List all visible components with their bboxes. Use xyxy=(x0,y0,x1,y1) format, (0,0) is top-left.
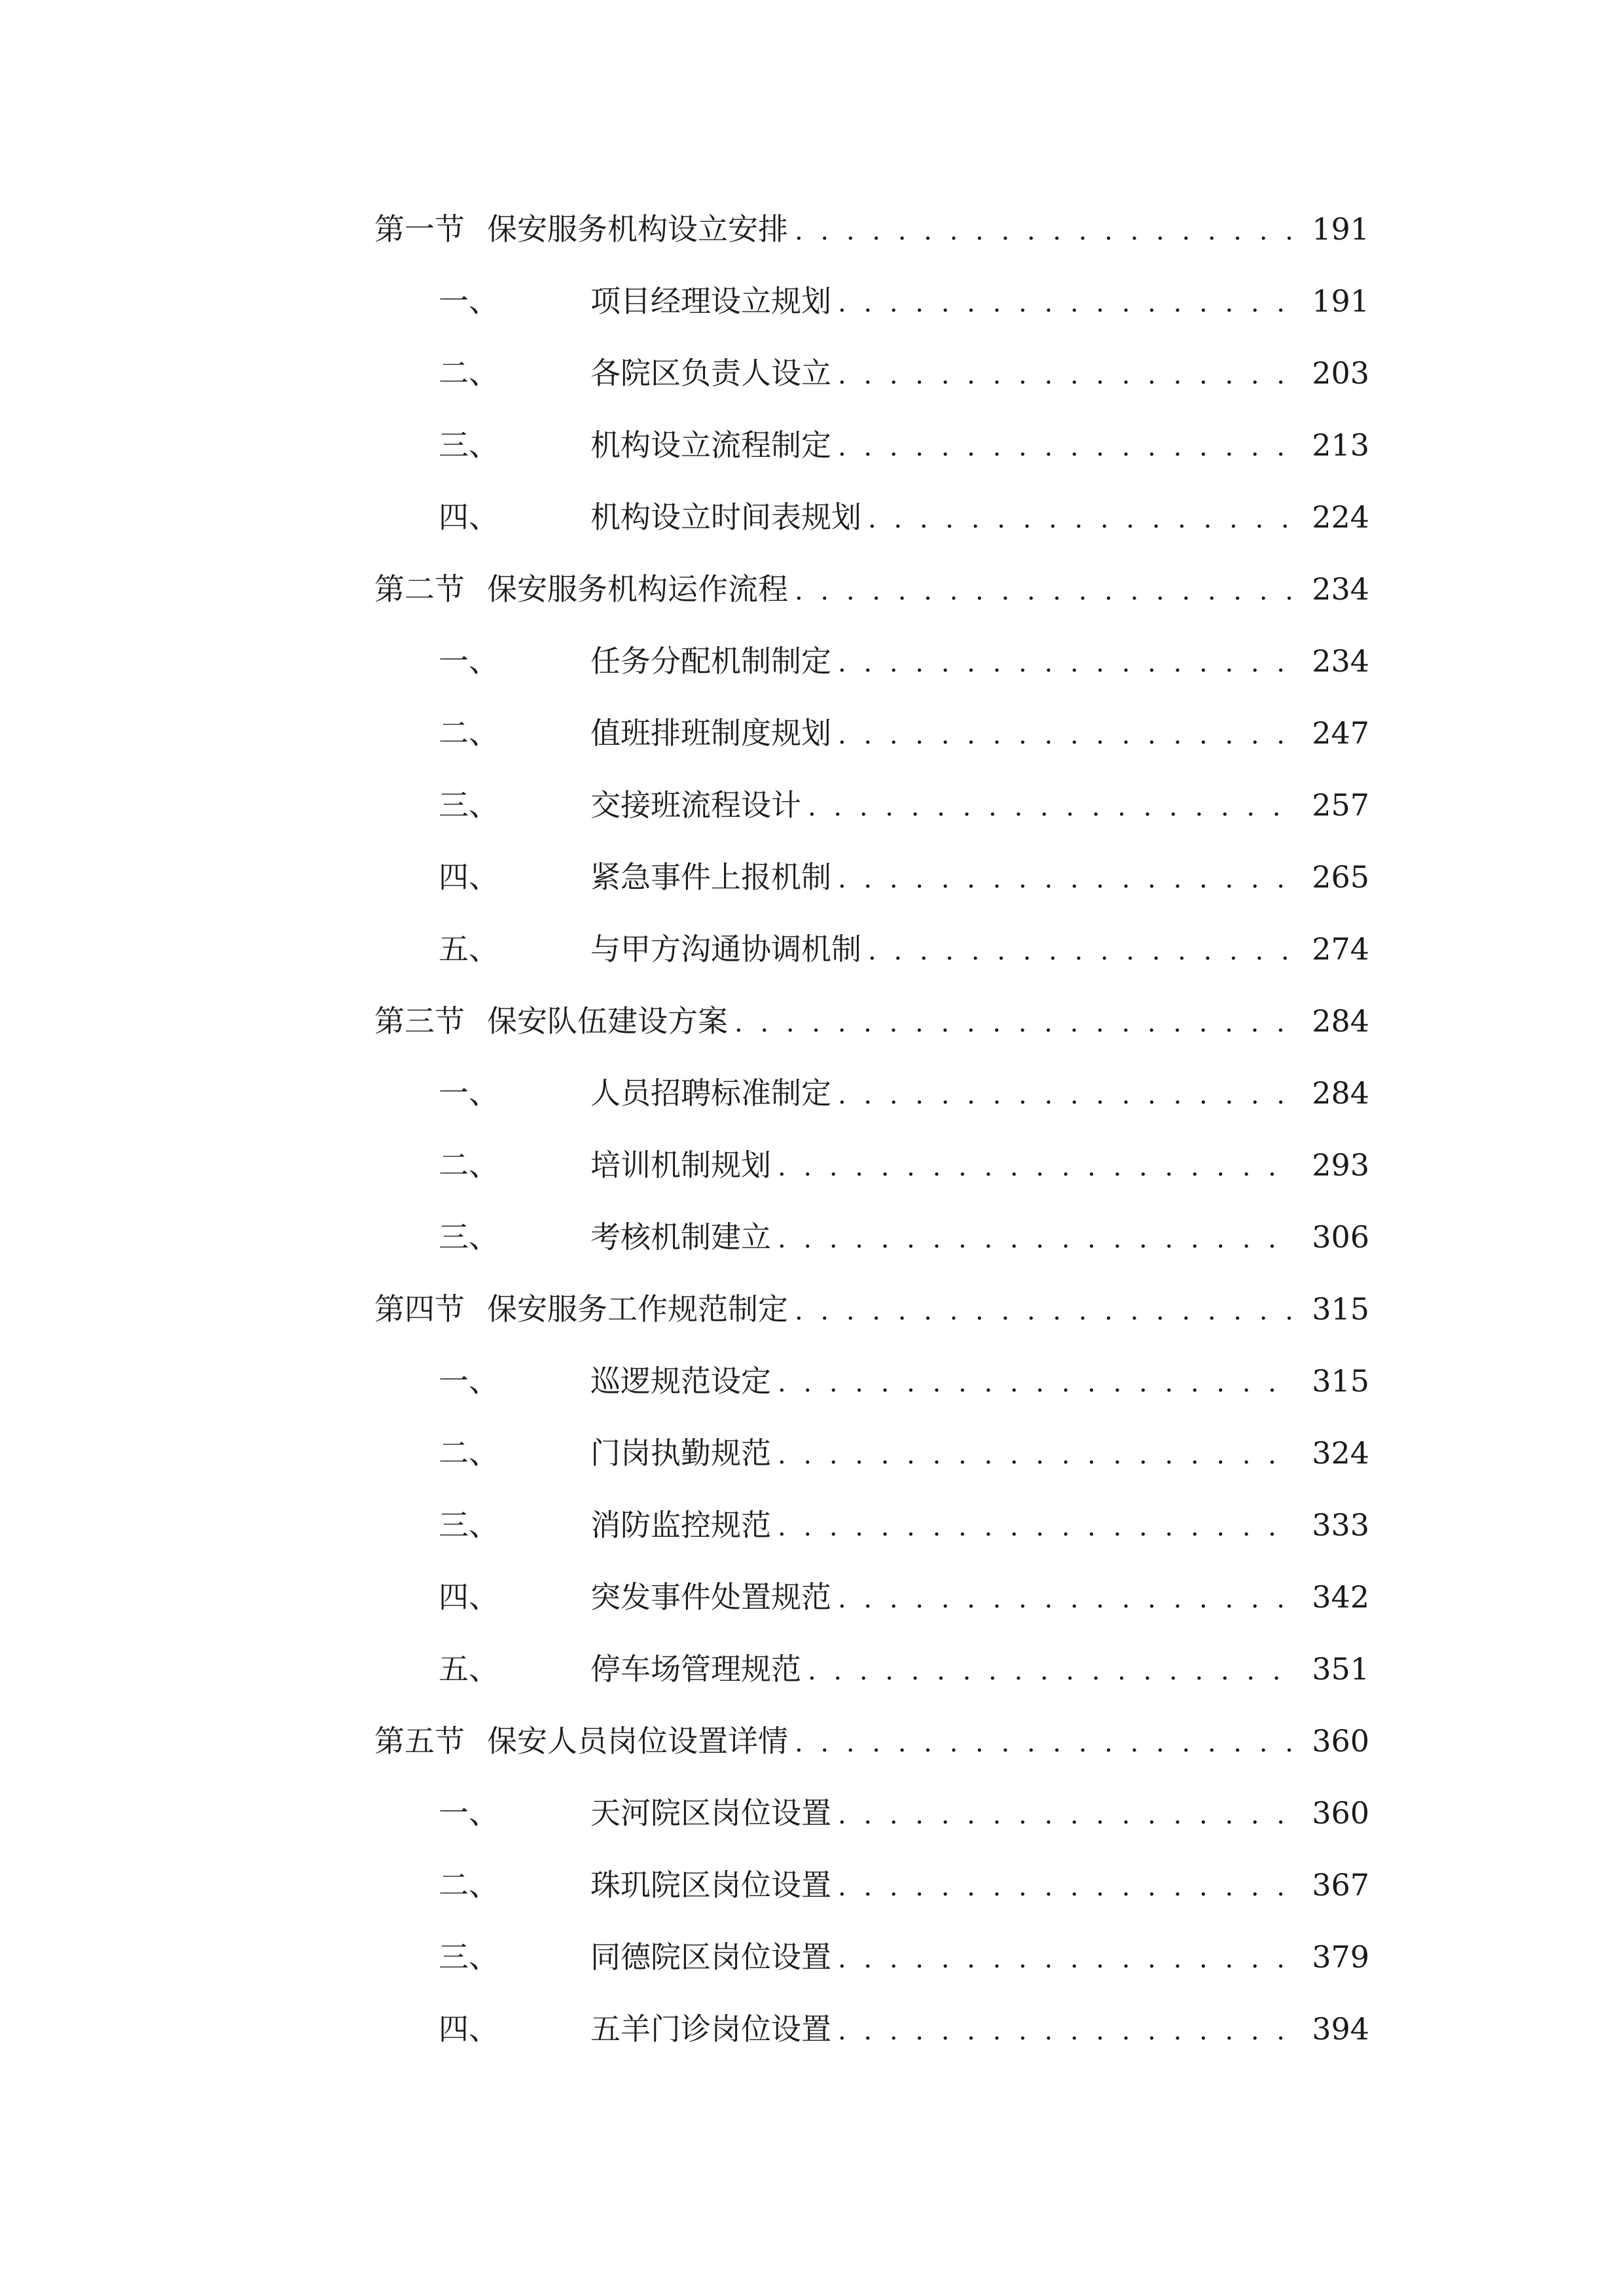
toc-title: 保安服务机构运作流程 xyxy=(487,571,788,607)
toc-item[interactable] xyxy=(374,851,1369,903)
toc-dot-leader xyxy=(778,1357,1293,1409)
toc-item[interactable] xyxy=(374,1499,1369,1551)
toc-number: 第四节 xyxy=(374,1291,465,1327)
toc-item[interactable] xyxy=(374,275,1369,327)
toc-item[interactable] xyxy=(374,419,1369,471)
toc-number: 四、 xyxy=(439,1579,499,1615)
toc-title: 巡逻规范设定 xyxy=(590,1363,771,1399)
toc-page-number: 247 xyxy=(1312,715,1369,751)
toc-title: 培训机制规划 xyxy=(590,1147,771,1183)
toc-item[interactable] xyxy=(374,1067,1369,1119)
toc-page-number: 394 xyxy=(1312,2011,1369,2047)
toc-title: 珠玑院区岗位设置 xyxy=(590,1867,831,1903)
toc-page-number: 342 xyxy=(1312,1579,1369,1615)
toc-page-number: 265 xyxy=(1312,859,1369,895)
toc-title: 保安队伍建设方案 xyxy=(487,1003,728,1039)
toc-page-number: 257 xyxy=(1312,787,1369,823)
toc-page-number: 234 xyxy=(1312,643,1369,679)
toc-number: 第三节 xyxy=(374,1003,465,1039)
toc-number: 三、 xyxy=(439,1219,499,1255)
toc-dot-leader xyxy=(808,1645,1293,1697)
toc-number: 五、 xyxy=(439,931,499,967)
toc-title: 机构设立流程制定 xyxy=(590,427,831,463)
toc-page-number: 203 xyxy=(1312,355,1369,391)
toc-number: 二、 xyxy=(439,1147,499,1183)
toc-title: 消防监控规范 xyxy=(590,1507,771,1543)
toc-item[interactable] xyxy=(374,779,1369,831)
toc-item[interactable] xyxy=(374,923,1369,975)
toc-dot-leader xyxy=(795,1717,1293,1769)
toc-title: 人员招聘标准制定 xyxy=(590,1075,831,1111)
toc-page-number: 213 xyxy=(1312,427,1369,463)
toc-title: 天河院区岗位设置 xyxy=(590,1795,831,1831)
toc-item[interactable] xyxy=(374,2003,1369,2055)
toc-number: 一、 xyxy=(439,643,499,679)
toc-title: 门岗执勤规范 xyxy=(590,1435,771,1471)
toc-number: 三、 xyxy=(439,1939,499,1975)
toc-dot-leader xyxy=(838,277,1293,329)
toc-page-number: 191 xyxy=(1312,283,1369,319)
toc-dot-leader xyxy=(778,1213,1293,1265)
toc-number: 五、 xyxy=(439,1651,499,1687)
toc-item[interactable] xyxy=(374,1787,1369,1839)
toc-page-number: 284 xyxy=(1312,1075,1369,1111)
toc-number: 第二节 xyxy=(374,571,465,607)
toc-page-number: 274 xyxy=(1312,931,1369,967)
toc-page-number: 306 xyxy=(1312,1219,1369,1255)
toc-number: 四、 xyxy=(439,2011,499,2047)
toc-title: 值班排班制度规划 xyxy=(590,715,831,751)
toc-dot-leader xyxy=(838,349,1293,401)
toc-dot-leader xyxy=(868,925,1293,977)
toc-number: 二、 xyxy=(439,1867,499,1903)
toc-title: 交接班流程设计 xyxy=(590,787,801,823)
toc-number: 二、 xyxy=(439,355,499,391)
toc-page-number: 315 xyxy=(1312,1291,1369,1327)
toc-dot-leader xyxy=(838,1573,1293,1625)
toc-title: 紧急事件上报机制 xyxy=(590,859,831,895)
toc-number: 一、 xyxy=(439,283,499,319)
toc-dot-leader xyxy=(778,1429,1293,1481)
toc-dot-leader xyxy=(734,997,1293,1049)
toc-title: 突发事件处置规范 xyxy=(590,1579,831,1615)
toc-page-number: 234 xyxy=(1312,571,1369,607)
toc-number: 第一节 xyxy=(374,211,465,247)
toc-page-number: 379 xyxy=(1312,1939,1369,1975)
toc-number: 第五节 xyxy=(374,1723,465,1759)
toc-dot-leader xyxy=(778,1501,1293,1553)
toc-item[interactable] xyxy=(374,635,1369,687)
toc-item[interactable] xyxy=(374,1427,1369,1479)
toc-number: 四、 xyxy=(439,499,499,535)
toc-item[interactable] xyxy=(374,1355,1369,1407)
toc-title: 保安服务工作规范制定 xyxy=(487,1291,788,1327)
toc-item[interactable] xyxy=(374,1571,1369,1623)
toc-page-number: 324 xyxy=(1312,1435,1369,1471)
toc-title: 考核机制建立 xyxy=(590,1219,771,1255)
toc-dot-leader xyxy=(838,421,1293,473)
toc-number: 二、 xyxy=(439,1435,499,1471)
toc-item[interactable] xyxy=(374,491,1369,543)
toc-number: 一、 xyxy=(439,1363,499,1399)
toc-dot-leader xyxy=(778,1141,1293,1193)
toc-title: 保安服务机构设立安排 xyxy=(487,211,788,247)
toc-item[interactable] xyxy=(374,1931,1369,1983)
toc-page-number: 360 xyxy=(1312,1795,1369,1831)
toc-number: 三、 xyxy=(439,1507,499,1543)
toc-number: 三、 xyxy=(439,787,499,823)
toc-dot-leader xyxy=(795,205,1293,257)
toc-item[interactable] xyxy=(374,347,1369,399)
toc-section-5[interactable] xyxy=(374,1715,1369,1767)
toc-title: 机构设立时间表规划 xyxy=(590,499,861,535)
toc-title: 各院区负责人设立 xyxy=(590,355,831,391)
toc-dot-leader xyxy=(838,853,1293,905)
toc-page-number: 191 xyxy=(1312,211,1369,247)
toc-dot-leader xyxy=(838,637,1293,689)
toc-section-4[interactable] xyxy=(374,1283,1369,1335)
toc-dot-leader xyxy=(838,1933,1293,1985)
toc-title: 同德院区岗位设置 xyxy=(590,1939,831,1975)
toc-title: 停车场管理规范 xyxy=(590,1651,801,1687)
toc-dot-leader xyxy=(838,709,1293,761)
toc-section-2[interactable] xyxy=(374,563,1369,615)
toc-dot-leader xyxy=(868,493,1293,545)
toc-title: 任务分配机制制定 xyxy=(590,643,831,679)
toc-title: 与甲方沟通协调机制 xyxy=(590,931,861,967)
toc-page-number: 284 xyxy=(1312,1003,1369,1039)
toc-title: 五羊门诊岗位设置 xyxy=(590,2011,831,2047)
toc-dot-leader xyxy=(838,1861,1293,1913)
toc-page-number: 351 xyxy=(1312,1651,1369,1687)
toc-page-number: 293 xyxy=(1312,1147,1369,1183)
toc-dot-leader xyxy=(795,1285,1293,1337)
toc-title: 项目经理设立规划 xyxy=(590,283,831,319)
toc-number: 三、 xyxy=(439,427,499,463)
toc-dot-leader xyxy=(838,1069,1293,1121)
toc-page-number: 367 xyxy=(1312,1867,1369,1903)
toc-item[interactable] xyxy=(374,1211,1369,1263)
toc-number: 四、 xyxy=(439,859,499,895)
toc-number: 二、 xyxy=(439,715,499,751)
toc-section-3[interactable] xyxy=(374,995,1369,1047)
toc-dot-leader xyxy=(808,781,1293,833)
toc-title: 保安人员岗位设置详情 xyxy=(487,1723,788,1759)
toc-section-1[interactable] xyxy=(374,203,1369,255)
toc-page-number: 360 xyxy=(1312,1723,1369,1759)
toc-item[interactable] xyxy=(374,1643,1369,1695)
toc-number: 一、 xyxy=(439,1795,499,1831)
toc-number: 一、 xyxy=(439,1075,499,1111)
toc-item[interactable] xyxy=(374,1139,1369,1191)
toc-page-number: 333 xyxy=(1312,1507,1369,1543)
toc-dot-leader xyxy=(795,565,1293,617)
toc-page-number: 224 xyxy=(1312,499,1369,535)
toc-dot-leader xyxy=(838,1789,1293,1841)
toc-page-number: 315 xyxy=(1312,1363,1369,1399)
toc-dot-leader xyxy=(838,2005,1293,2057)
toc-item[interactable] xyxy=(374,707,1369,759)
toc-item[interactable] xyxy=(374,1859,1369,1911)
